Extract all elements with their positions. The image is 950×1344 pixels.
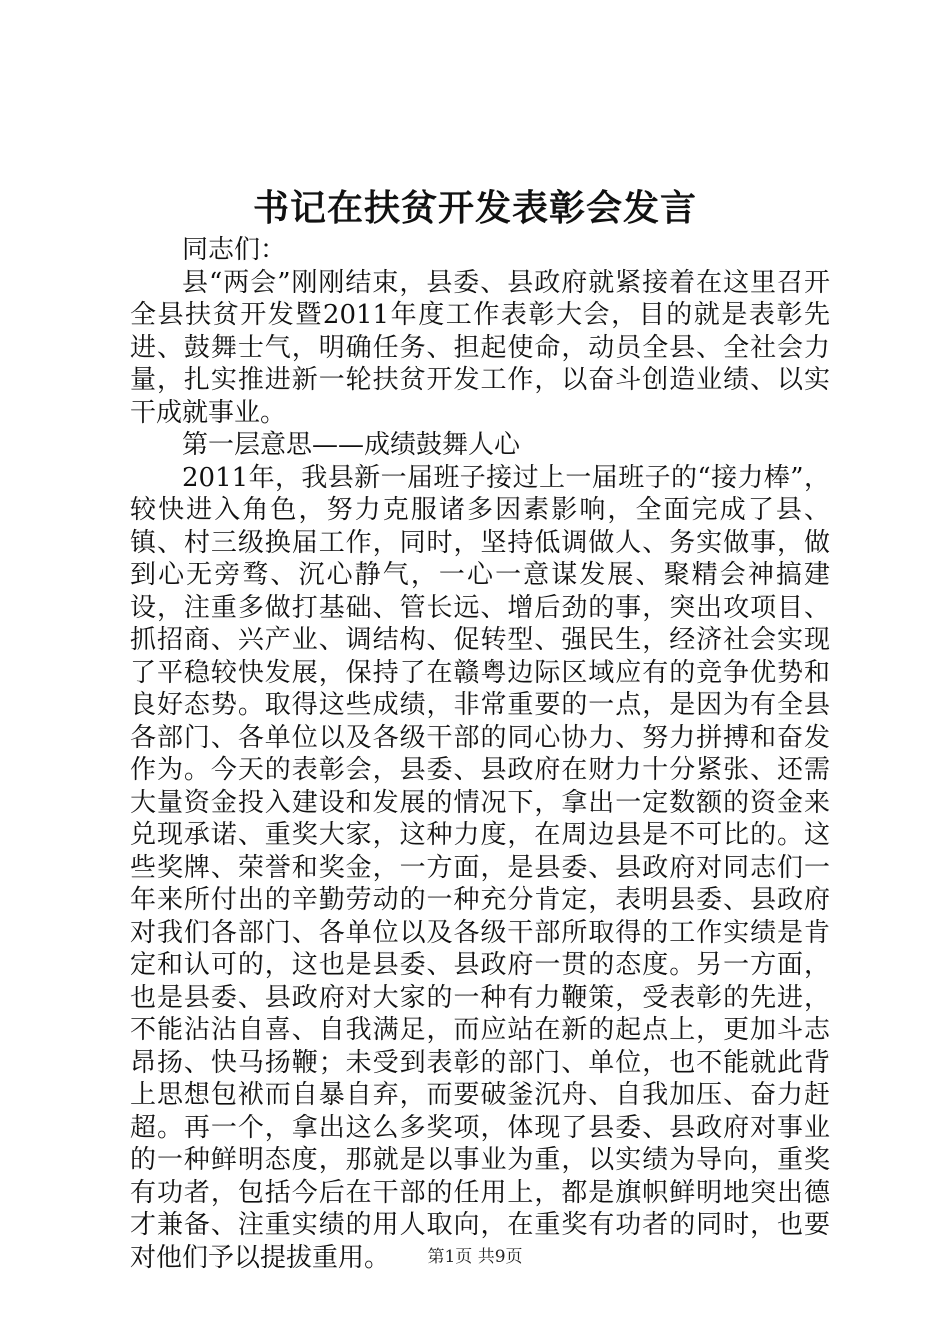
section-heading: 第一层意思——成绩鼓舞人心 [182,430,521,460]
page-footer: 第1页 共9页 [427,1247,523,1267]
salutation-paragraph: 同志们： [182,235,287,265]
document-title: 书记在扶贫开发表彰会发言 [252,187,697,229]
intro-paragraph: 县“两会”刚刚结束，县委、县政府就紧接着在这里召开全县扶贫开发暨2011年度工作表彰大会，目的就是表彰先进、鼓舞士气，明确任务、担起使命，动员全县、全社会力量，扎实推进新一轮扶贫开发工作，以奋斗创造业绩、以实干成就事业。 [130,267,830,428]
document-body [130,234,830,1274]
body-paragraph: 2011年，我县新一届班子接过上一届班子的“接力棒”，较快进入角色，努力克服诸多因素影响，全面完成了县、镇、村三级换届工作，同时，坚持低调做人、务实做事，做到心无旁骛、沉心静气，一心一意谋发展、聚精会神搞建设，注重多做打基础、管长远、增后劲的事，突出攻项目、抓招商、兴产业、调结构、促转型、强民生，经济社会实现了平稳较快发展，保持了在赣粤边际区域应有的竞争优势和良好态势。取得这些成绩，非常重要的一点，是因为有全县各部门、各单位以及各级干部的同心协力、努力拼搏和奋发作为。今天的表彰会，县委、县政府在财力十分紧张、还需大量资金投入建设和发展的情况下，拿出一定数额的资金来兑现承诺、重奖大家，这种力度，在周边县是不可比的。这些奖牌、荣誉和奖金，一方面，是县委、县政府对同志们一年来所付出的辛勤劳动的一种充分肯定，表明县委、县政府对我们各部门、各单位以及各级干部所取得的工作实绩是肯定和认可的，这也是县委、县政府一贯的态度。另一方面，也是县委、县政府对大家的一种有力鞭策，受表彰的先进，不能沾沾自喜、自我满足，而应站在新的起点上，更加斗志昂扬、快马扬鞭；未受到表彰的部门、单位，也不能就此背上思想包袱而自暴自弃，而要破釜沉舟、自我加压、奋力赶超。再一个，拿出这么多奖项，体现了县委、县政府对事业的一种鲜明态度，那就是以事业为重，以实绩为导向，重奖有功者，包括今后在干部的任用上，都是旗帜鲜明地突出德才兼备、注重实绩的用人取向，在重奖有功者的同时，也要对他们予以提拔重用。 [130,462,830,1273]
